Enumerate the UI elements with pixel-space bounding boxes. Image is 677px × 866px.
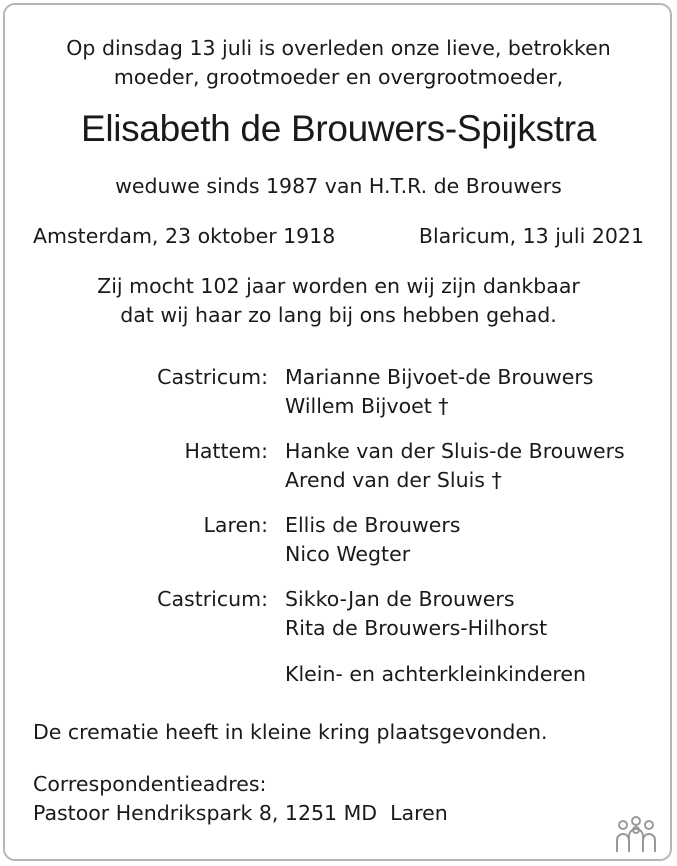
death-place-date: Blaricum, 13 juli 2021 (418, 224, 644, 248)
family-group (0, 437, 677, 495)
correspondence-street: Pastoor Hendrikspark 8, 1251 MD Laren (33, 801, 448, 825)
family-member: Willem Bijvoet † (285, 394, 449, 418)
family-group (0, 363, 677, 421)
family-member: Marianne Bijvoet-de Brouwers (285, 365, 594, 389)
birth-place-date: Amsterdam, 23 oktober 1918 (33, 224, 336, 248)
family-city: Castricum: (157, 365, 268, 389)
deceased-name: Elisabeth de Brouwers-Spijkstra (80, 108, 597, 149)
family-member: Hanke van der Sluis-de Brouwers (285, 439, 625, 463)
family-group (0, 511, 677, 569)
age-line: dat wij haar zo lang bij ons hebben gehad. (120, 303, 557, 327)
age-line: Zij mocht 102 jaar worden en wij zijn dankbaar (97, 274, 580, 298)
family-list (0, 363, 677, 659)
age-text (0, 272, 677, 330)
intro-line: moeder, grootmoeder en overgrootmoeder, (113, 65, 564, 89)
family-member: Arend van der Sluis † (285, 468, 502, 492)
family-names (285, 585, 547, 643)
grandchildren-line: Klein- en achterkleinkinderen (285, 662, 587, 686)
cremation-notice: De crematie heeft in kleine kring plaatsgevonden. (33, 720, 548, 744)
people-group-icon (613, 814, 659, 854)
intro-text (0, 34, 677, 92)
family-names (285, 437, 625, 495)
family-names (285, 363, 593, 421)
family-city: Hattem: (184, 439, 268, 463)
family-member: Rita de Brouwers-Hilhorst (285, 616, 548, 640)
family-names (285, 511, 460, 569)
family-city: Laren: (203, 513, 268, 537)
family-group (0, 585, 677, 643)
family-member: Ellis de Brouwers (285, 513, 461, 537)
widow-line: weduwe sinds 1987 van H.T.R. de Brouwers (115, 174, 562, 198)
correspondence-address (33, 770, 448, 828)
family-city: Castricum: (157, 587, 268, 611)
correspondence-label: Correspondentieadres: (33, 772, 267, 796)
family-member: Nico Wegter (285, 542, 411, 566)
family-member: Sikko-Jan de Brouwers (285, 587, 515, 611)
intro-line: Op dinsdag 13 juli is overleden onze lieve, betrokken (66, 36, 611, 60)
